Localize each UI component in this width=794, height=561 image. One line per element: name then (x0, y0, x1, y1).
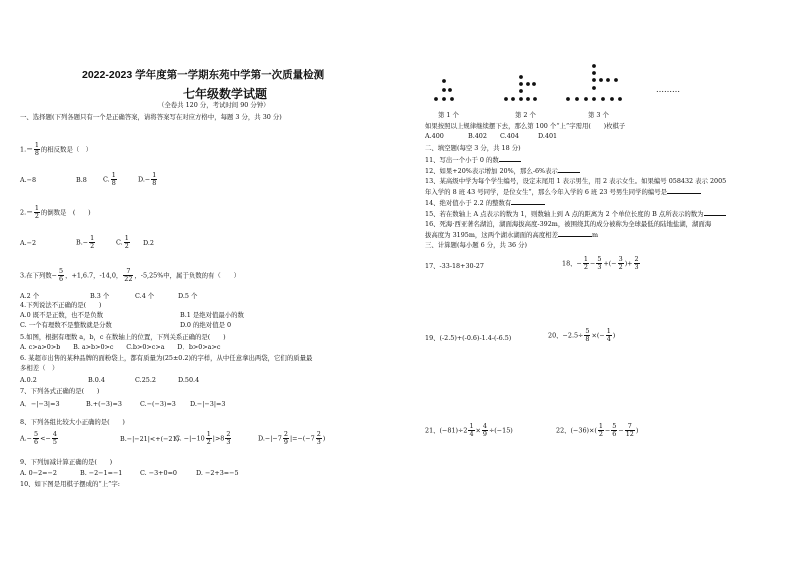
answer-blank[interactable] (704, 209, 726, 216)
q1-option-b: B.8 (76, 176, 87, 184)
answer-blank[interactable] (511, 198, 545, 205)
q7-option-c: C.−(−3)=3 (140, 400, 176, 408)
q9-option-a: A. 0−2=−2 (20, 469, 57, 477)
pattern-2 (504, 75, 537, 101)
question-22: 22、(−36)×( $\frac{1}{2}$ − $\frac{5}{6}$ − $\frac{7}{12}$ ) (556, 422, 639, 438)
question-13-line2: 年入学的 8 班 43 号同学，是位女生”，那么今年入学的 6 班 23 号男生同学的编号是 (425, 187, 701, 196)
question-16-line2: 拔高度为 3195m，这两个湖水湖面的高度相差 m (425, 231, 599, 239)
question-4: 4.下列说法不正确的是( ) (20, 301, 102, 309)
answer-blank[interactable] (558, 230, 592, 237)
answer-blank[interactable] (667, 187, 701, 194)
q3-option-a: A.2 个 (20, 292, 40, 300)
q6-option-d: D.50.4 (178, 376, 200, 384)
question-21: 21、(−81)÷2 $\frac{1}{4}$ × $\frac{4}{9}$ ÷(−15) (425, 422, 513, 438)
q7-option-a: A．−|−3|=3 (20, 400, 60, 408)
section-2-heading: 二、填空题(每空 3 分，共 18 分) (425, 144, 521, 152)
question-5: 5.如图，根据有理数 a，b，c 在数轴上的位置，下列关系正确的是( ) (20, 333, 226, 341)
q6-option-a: A.0.2 (20, 376, 37, 384)
q4-option-d: D.0 的绝对值是 0 (180, 321, 232, 329)
q3-option-d: D.5 个 (178, 292, 198, 300)
q8-option-d: D.−|−7 $\frac{2}{9}$ |=−(−7 $\frac{2}{3}$ ) (258, 430, 326, 446)
question-20: 20、−2.5÷ $\frac{5}{8}$ ×(− $\frac{1}{4}$ ) (548, 327, 616, 343)
question-14: 14、绝对值小于 2.2 的整数有 (425, 198, 545, 207)
q9-option-d: D. −2+3=−5 (196, 469, 239, 477)
question-1: 1.− $\frac{1}{8}$ 的相反数是（ ） (20, 141, 93, 157)
q9-option-c: C. −3+0=0 (140, 469, 177, 477)
q8-option-b: B.−|−21|<+(−21) (120, 435, 180, 443)
exam-subtitle: 七年级数学试题 (183, 87, 268, 101)
question-16-line1: 16、死海·西亚著名湖泊，湖面海拔高度-392m，被围绕其的成分被称为全球最低的陆地盐湖，湖面海 (425, 220, 712, 228)
pattern-label-2: 第 2 个 (515, 111, 536, 119)
q10-option-d: D.401 (538, 132, 558, 140)
q7-option-d: D.−|−3|=3 (190, 400, 226, 408)
question-6-line2: 多相差（ ） (20, 364, 59, 372)
question-15: 15、若在数轴上 A 点表示的数为 1，则数轴上到 A 点的距离为 2 个单位长度的 B 点所表示的数为 (425, 209, 726, 218)
question-12: 12、如果+20%表示增加 20%，那么-6%表示 (425, 166, 580, 175)
q8-option-c: C. −|−10 $\frac{1}{2}$ |>8 $\frac{2}{3}$ (175, 430, 231, 446)
exam-note: （全卷共 120 分，考试时间 90 分钟） (158, 101, 270, 109)
pattern-continue-dots: ……… (656, 85, 680, 94)
question-8: 8、下列各组比较大小正确的是( ) (20, 418, 125, 426)
question-19: 19、(-2.5)+(-0.6)-1.4-(-6.5) (425, 334, 512, 342)
q8-option-a: A.− $\frac{5}{6}$ <− $\frac{4}{5}$ (20, 430, 57, 446)
section-3-heading: 三、计算题(每小题 6 分，共 36 分) (425, 241, 527, 249)
exam-title: 2022-2023 学年度第一学期东苑中学第一次质量检测 (82, 69, 325, 81)
question-6-line1: 6. 某超市出售的某种品牌的面粉袋上，都有质量为(25±0.2)的字样，从中任意拿出两袋，它们的质量最 (20, 354, 313, 362)
q5-options: A. c>a>0>b B. a>b>0>c C.b>0>c>a D．b>0>a>c (20, 343, 221, 351)
answer-blank[interactable] (558, 166, 580, 173)
pattern-label-1: 第 1 个 (438, 111, 459, 119)
question-3: 3.在下列数− $\frac{5}{6}$ ，+1,6.7，-14,0， $\frac{7}{22}$ ，-5,25%中，属于负数的有（ ） (20, 267, 240, 283)
q1-option-d: D.− $\frac{1}{8}$ (138, 171, 157, 187)
fraction: $\frac{1}{8}$ (34, 141, 39, 157)
q2-option-d: D.2 (143, 239, 154, 247)
q7-option-b: B.+(−3)=3 (86, 400, 122, 408)
question-11: 11、写出一个小于 0 的数 (425, 155, 521, 164)
q1-option-a: A.−8 (20, 176, 37, 184)
q2-option-b: B.− $\frac{1}{2}$ (76, 234, 95, 250)
answer-blank[interactable] (499, 155, 521, 162)
q3-option-b: B.3 个 (90, 292, 110, 300)
q4-option-c: C. 一个有理数不是整数就是分数 (20, 321, 112, 329)
q6-option-c: C.25.2 (135, 376, 156, 384)
question-2: 2.− $\frac{1}{2}$ 的倒数是 ( ) (20, 204, 91, 220)
q10-option-c: C.404 (500, 132, 519, 140)
pattern-label-3: 第 3 个 (588, 111, 609, 119)
pattern-3 (566, 64, 622, 101)
q4-option-a: A.0 既不是正数，也不是负数 (20, 311, 104, 319)
question-10-continued: 如果按照以上规律继续摆下去，那么第 100 个“上”字需用( )枚棋子 (425, 122, 626, 130)
pattern-1 (434, 79, 454, 101)
q10-option-b: B.402 (468, 132, 487, 140)
question-17: 17、-33-18+30-27 (425, 262, 484, 270)
section-1-heading: 一、选择题(下列各题只有一个是正确答案，请将答案写在对应方格中，每题 3 分，共 30 分) (20, 113, 282, 121)
q9-option-b: B. −2−1=−1 (80, 469, 123, 477)
question-9: 9、下列加减计算正确的是( ) (20, 458, 113, 466)
q6-option-b: B.0.4 (88, 376, 105, 384)
question-7: 7、下列各式正确的是( ) (20, 387, 100, 395)
q3-option-c: C.4 个 (135, 292, 155, 300)
question-18: 18、− $\frac{1}{2}$ − $\frac{5}{3}$ +(− $\frac{3}{2}$ )+ $\frac{2}{3}$ (562, 255, 639, 271)
q4-option-b: B.1 是绝对值最小的数 (180, 311, 244, 319)
q2-option-a: A.−2 (20, 239, 37, 247)
q10-option-a: A.400 (425, 132, 444, 140)
q2-option-c: C. $\frac{1}{2}$ (116, 234, 129, 250)
question-13-line1: 13、某高级中学为每个学生编号，设定末尾用 1 表示男生，用 2 表示女生。如果编号 058432 表示 2005 (425, 177, 727, 185)
question-10: 10、如下图是用棋子摆成的“上”字: (20, 480, 120, 488)
q1-option-c: C. $\frac{1}{8}$ (103, 171, 116, 187)
